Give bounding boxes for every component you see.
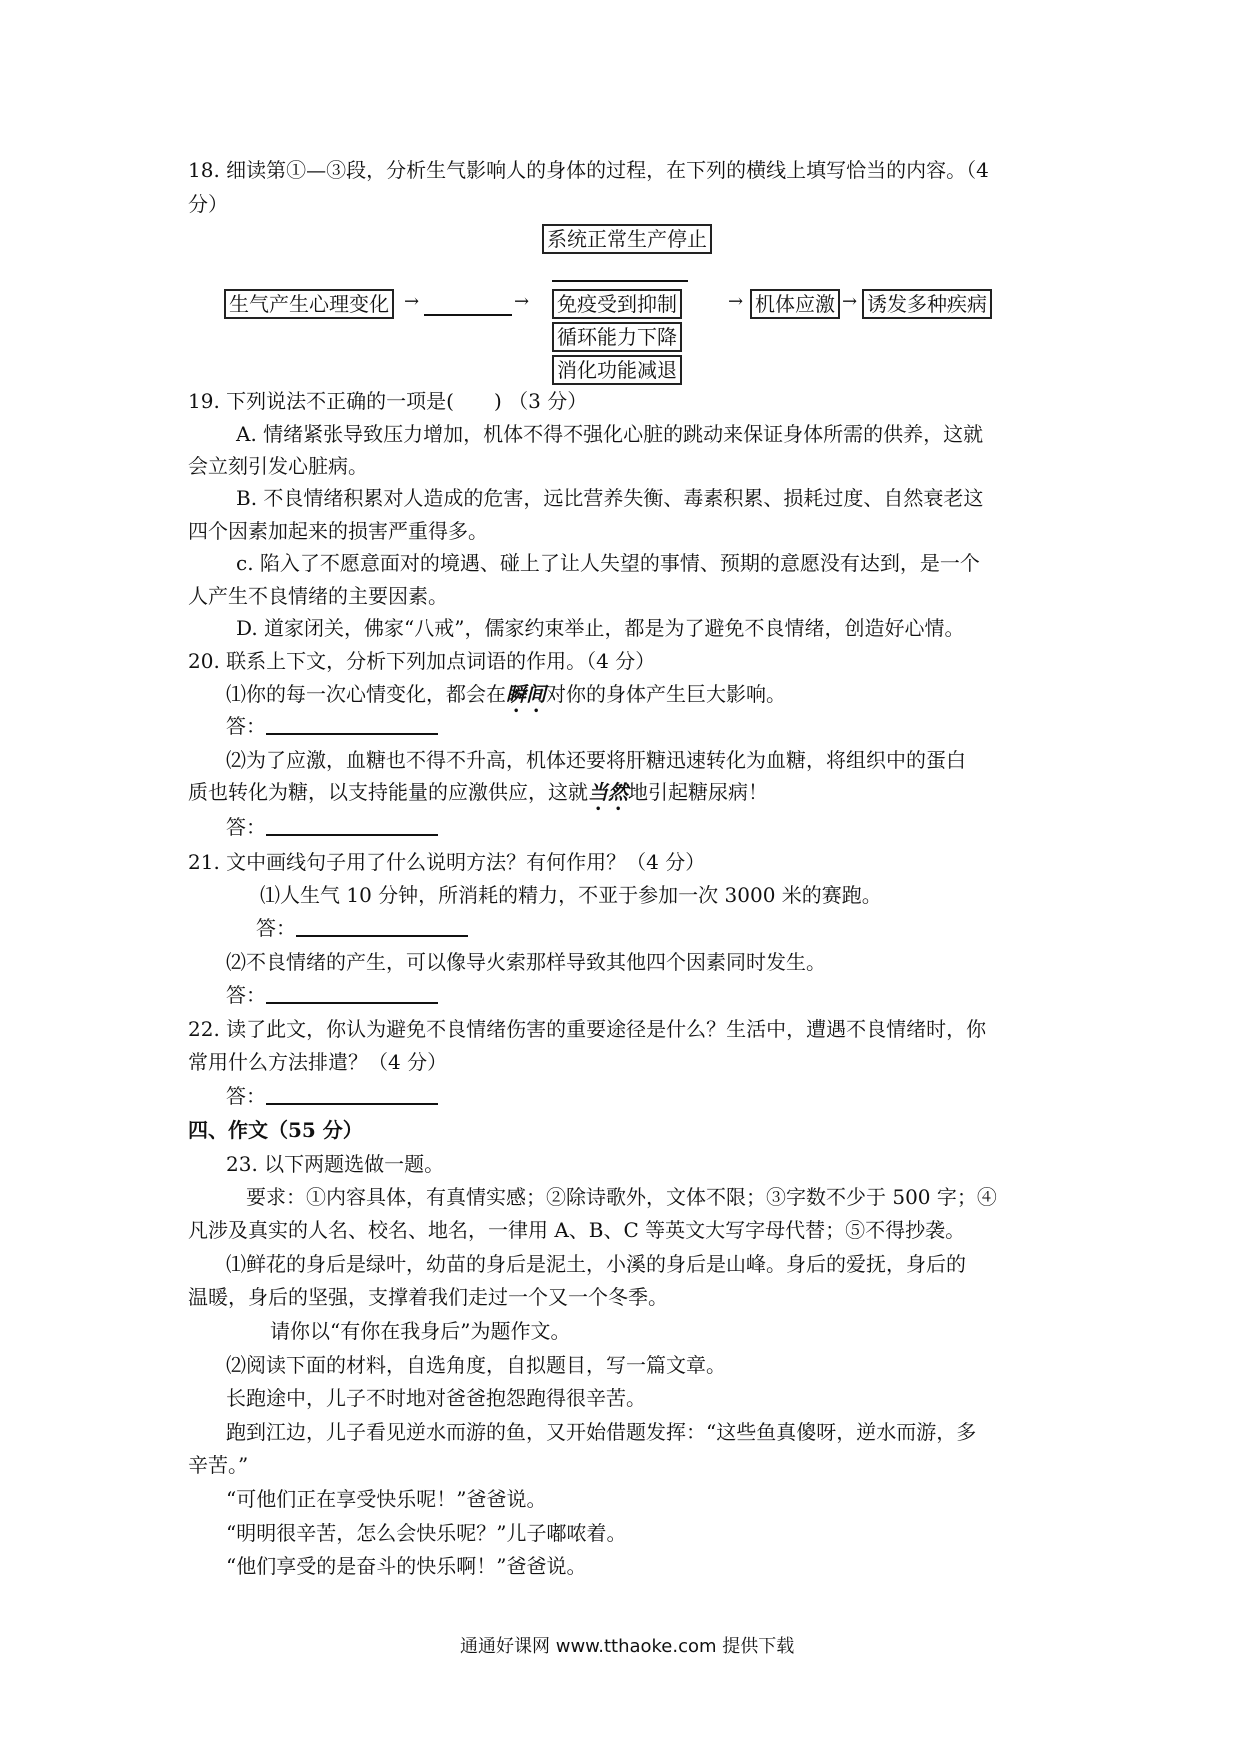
q20-title: 20. 联系上下文，分析下列加点词语的作用。（4 分） [188,649,656,673]
section-heading: 四、作文（55 分） [188,1118,363,1142]
box-top: 系统正常生产停止 [542,224,712,254]
q19-option-d: D. 道家闭关，佛家“八戒”，儒家约束举止，都是为了避免不良情绪，创造好心情。 [236,616,965,640]
box-immune: 免疫受到抑制 [552,289,682,319]
q20-sentence-2-pre: 质也转化为糖，以支持能量的应激供应，这就 [188,780,588,804]
answer-label: 答： [226,815,266,839]
page-footer: 通通好课网 www.tthaoke.com 提供下载 [460,1636,795,1657]
answer-label: 答： [226,714,266,738]
topic-1-line-1: ⑴鲜花的身后是绿叶，幼苗的身后是泥土，小溪的身后是山峰。身后的爱抚，身后的 [226,1252,966,1276]
topic-1-line-2: 温暖，身后的坚强，支撑着我们走过一个又一个冬季。 [188,1285,668,1309]
q20-sentence-2-post: 地引起糖尿病！ [628,780,768,804]
q21-title: 21. 文中画线句子用了什么说明方法？有何作用？（4 分） [188,850,706,874]
q22-line-2: 常用什么方法排遣？（4 分） [188,1050,448,1074]
material-line-4: “可他们正在享受快乐呢！”爸爸说。 [226,1487,547,1511]
arrow-icon: → [728,291,744,312]
box-disease: 诱发多种疾病 [862,289,992,319]
q20-sentence-1-pre: ⑴你的每一次心情变化，都会在 [226,682,506,706]
q19-option-b-line-1: B. 不良情绪积累对人造成的危害，远比营养失衡、毒素积累、损耗过度、自然衰老这 [236,486,984,510]
topic-1-line-3: 请你以“有你在我身后”为题作文。 [270,1319,571,1343]
q19-option-b-line-2: 四个因素加起来的损害严重得多。 [188,519,488,543]
answer-blank [296,915,468,937]
arrow-icon: → [514,291,530,312]
answer-label: 答： [226,1084,266,1108]
material-line-5: “明明很辛苦，怎么会快乐呢？”儿子嘟哝着。 [226,1521,627,1545]
q18-line-1: 18. 细读第①—③段，分析生气影响人的身体的过程，在下列的横线上填写恰当的内容。（4 [188,158,989,182]
blank-line-top [552,280,688,282]
material-line-6: “他们享受的是奋斗的快乐啊！”爸爸说。 [226,1554,587,1578]
q18-line-2: 分） [188,192,228,216]
box-digestion: 消化功能减退 [552,355,682,385]
q20-sentence-2-line-2 [188,778,768,815]
q19-option-a-line-2: 会立刻引发心脏病。 [188,454,368,478]
material-line-3: 辛苦。” [188,1453,249,1477]
answer-label: 答： [256,916,296,940]
dotted-word-2: 当然 [588,780,628,804]
q22-answer [226,1082,438,1110]
requirements-line-1: 要求：①内容具体，有真情实感；②除诗歌外，文体不限；③字数不少于 500 字；④ [246,1185,997,1209]
answer-blank [266,814,438,836]
box-stress: 机体应激 [750,289,840,319]
answer-blank [266,1083,438,1105]
box-start: 生气产生心理变化 [224,289,394,319]
q21-answer-1 [256,914,468,942]
dotted-word-1: 瞬间 [506,682,546,706]
answer-blank [266,713,438,735]
q21-sentence-2: ⑵不良情绪的产生，可以像导火索那样导致其他四个因素同时发生。 [226,950,826,974]
requirements-line-2: 凡涉及真实的人名、校名、地名，一律用 A、B、C 等英文大写字母代替；⑤不得抄袭。 [188,1218,966,1242]
q20-sentence-2-line-1: ⑵为了应激，血糖也不得不升高，机体还要将肝糖迅速转化为血糖，将组织中的蛋白 [226,748,966,772]
answer-label: 答： [226,983,266,1007]
q19-title: 19. 下列说法不正确的一项是( ) （3 分） [188,389,588,413]
q19-option-c-line-2: 人产生不良情绪的主要因素。 [188,584,448,608]
material-line-2: 跑到江边，儿子看见逆水而游的鱼，又开始借题发挥：“这些鱼真傻呀，逆水而游，多 [226,1420,977,1444]
q19-option-c-line-1: c. 陷入了不愿意面对的境遇、碰上了让人失望的事情、预期的意愿没有达到，是一个 [236,551,980,575]
q20-answer-2 [226,813,438,841]
box-circulation: 循环能力下降 [552,322,682,352]
q20-sentence-1-post: 对你的身体产生巨大影响。 [546,682,786,706]
q19-option-a-line-1: A. 情绪紧张导致压力增加，机体不得不强化心脏的跳动来保证身体所需的供养，这就 [236,422,984,446]
q22-line-1: 22. 读了此文，你认为避免不良情绪伤害的重要途径是什么？生活中，遭遇不良情绪时，你 [188,1017,987,1041]
blank-line-middle [424,314,512,316]
answer-blank [266,982,438,1004]
q21-answer-2 [226,981,438,1009]
arrow-icon: → [404,291,420,312]
q23-title: 23. 以下两题选做一题。 [226,1152,445,1176]
q21-sentence-1: ⑴人生气 10 分钟，所消耗的精力，不亚于参加一次 3000 米的赛跑。 [260,883,882,907]
q20-answer-1 [226,712,438,740]
topic-2-line-1: ⑵阅读下面的材料，自选角度，自拟题目，写一篇文章。 [226,1353,726,1377]
material-line-1: 长跑途中，儿子不时地对爸爸抱怨跑得很辛苦。 [226,1386,646,1410]
arrow-icon: → [842,291,858,312]
